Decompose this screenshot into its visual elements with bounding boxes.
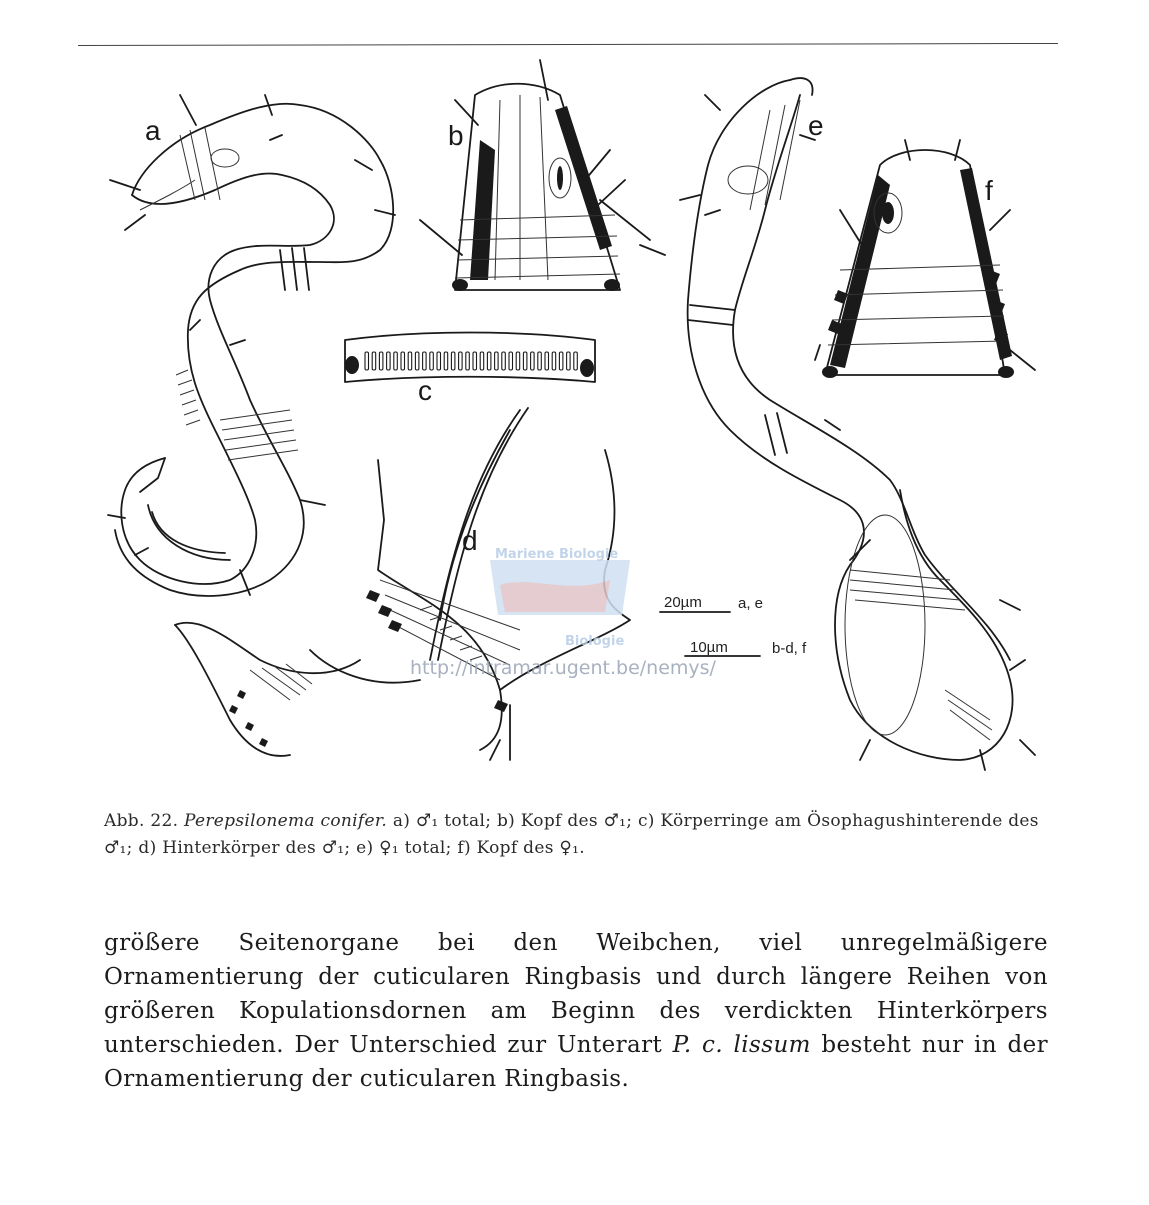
caption-text: a) ♂₁ total; b) Kopf des ♂₁; c) Körperringe am Ösophagushinterende des ♂₁; d) Hinterkörper des ♂₁; e) ♀₁ total; f) Kopf des ♀₁.: [104, 811, 1039, 858]
ring-ornament-tick: [394, 352, 398, 370]
ring-ornament-tick: [516, 352, 520, 370]
body-text-part1: größere Seitenorgane bei den Weibchen, viel unregelmäßigere Ornamentierung der cuticularen Ringbasis und durch längere Reihen von größeren Kopulationsdornen am Beginn des verdickten Hinterkörpers unterschieden. Der Unterschied zur Unterart: [104, 930, 1048, 1058]
ring-ornament-tick: [574, 352, 578, 370]
ring-ornament-tick: [437, 352, 441, 370]
ring-ornament-tick: [567, 352, 571, 370]
ring-ornament-tick: [531, 352, 535, 370]
ring-ornament-tick: [401, 352, 405, 370]
watermark-brand-top: Mariene Biologie: [495, 547, 619, 562]
panel-a-drawing: [108, 95, 395, 756]
ring-ornament-tick: [559, 352, 563, 370]
figure-caption: [104, 808, 1048, 862]
panel-c-drawing: [345, 333, 595, 383]
body-text-italic-taxon: P. c. lissum: [672, 1032, 811, 1058]
ring-ornament-tick: [415, 352, 419, 370]
panel-label-f: f: [985, 175, 993, 206]
ring-ornament-tick: [372, 352, 376, 370]
panel-e-drawing: [680, 78, 1035, 770]
ring-ornament-tick: [451, 352, 455, 370]
ring-ornament-tick: [365, 352, 369, 370]
ring-ornament-tick: [523, 352, 527, 370]
panel-label-c: c: [418, 375, 432, 406]
ring-ornament-tick: [552, 352, 556, 370]
ring-ornament-tick: [487, 352, 491, 370]
ring-ornament-tick: [466, 352, 470, 370]
scale-bar-20um-panels: a, e: [738, 595, 764, 612]
ring-ornament-tick: [423, 352, 427, 370]
ring-ornament-tick: [495, 352, 499, 370]
ring-ornament-tick: [502, 352, 506, 370]
body-text-part2: besteht nur in der Ornamentierung der cuticularen Ringbasis.: [104, 1032, 1048, 1092]
body-paragraph: [104, 926, 1048, 1096]
watermark-url: http://intramar.ugent.be/nemys/: [410, 657, 716, 679]
ring-ornament-tick: [480, 352, 484, 370]
ring-ornament-tick: [430, 352, 434, 370]
panel-label-d: d: [462, 525, 478, 556]
caption-species: Perepsilonema conifer.: [184, 811, 388, 831]
panel-label-a: a: [145, 115, 161, 146]
caption-prefix: Abb. 22.: [104, 811, 179, 831]
ring-ornament-tick: [545, 352, 549, 370]
ring-ornament-tick: [408, 352, 412, 370]
ring-ornament-tick: [473, 352, 477, 370]
scale-bar-10um-panels: b-d, f: [772, 640, 807, 657]
ring-ornament-tick: [444, 352, 448, 370]
ring-ornament-tick: [379, 352, 383, 370]
panel-b-drawing: [420, 60, 665, 291]
ring-ornament-tick: [387, 352, 391, 370]
scale-bar-10um-length: 10µm: [690, 639, 728, 656]
ring-ornament-tick: [509, 352, 513, 370]
watermark-brand-bottom: Biologie: [565, 634, 625, 649]
ring-ornament-tick: [459, 352, 463, 370]
panel-label-b: b: [448, 120, 464, 151]
scale-bar-20um-length: 20µm: [664, 594, 702, 611]
panel-f-drawing: [815, 140, 1035, 378]
ring-ornament-tick: [538, 352, 542, 370]
panel-label-e: e: [808, 110, 824, 141]
scale-bar-20um: [660, 594, 763, 612]
watermark: [410, 547, 717, 679]
scale-bar-10um: [685, 639, 807, 657]
